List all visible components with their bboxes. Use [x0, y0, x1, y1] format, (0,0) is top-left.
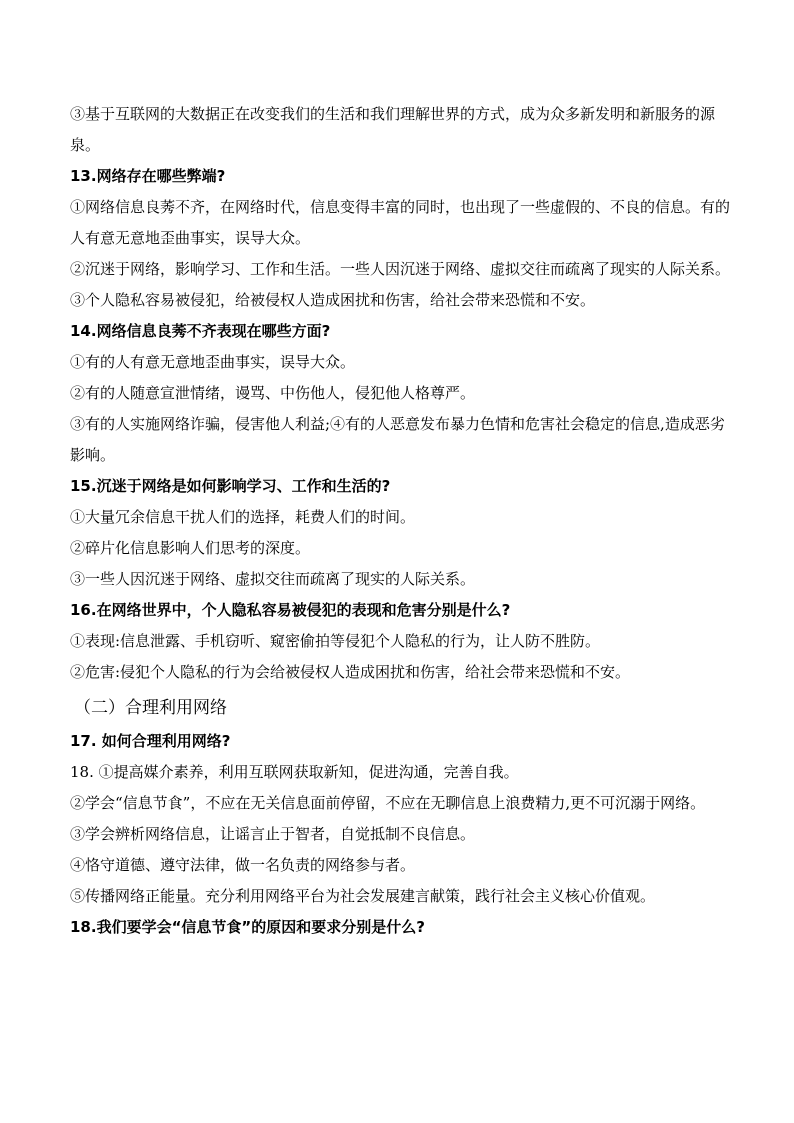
answer-14-1: ①有的人有意无意地歪曲事实，误导大众。: [70, 353, 356, 371]
answer-16-1: ①表现:信息泄露、手机窃听、窥密偷拍等侵犯个人隐私的行为，让人防不胜防。: [70, 632, 601, 650]
answer-13-2: ②沉迷于网络，影响学习、工作和生活。一些人因沉迷于网络、虚拟交往而疏离了现实的人际关系。: [70, 260, 731, 278]
question-15: 15.沉迷于网络是如何影响学习、工作和生活的?: [70, 477, 391, 495]
answer-17-3: ③学会辨析网络信息，让谣言止于智者，自觉抵制不良信息。: [70, 825, 476, 843]
answer-16-2: ②危害:侵犯个人隐私的行为会给被侵权人造成困扰和伤害，给社会带来恐慌和不安。: [70, 663, 631, 681]
answer-13-1: ①网络信息良莠不齐，在网络时代，信息变得丰富的同时，也出现了一些虚假的、不良的信息。有的人有意无意地歪曲事实，误导大众。: [70, 198, 731, 247]
question-17: 17. 如何合理利用网络?: [70, 732, 231, 750]
answer-14-2: ②有的人随意宣泄情绪，谩骂、中伤他人，侵犯他人格尊严。: [70, 384, 476, 402]
answer-17-1: 18. ①提高媒介素养，利用互联网获取新知，促进沟通，完善自我。: [70, 763, 519, 781]
question-14: 14.网络信息良莠不齐表现在哪些方面?: [70, 322, 331, 340]
answer-17-2: ②学会“信息节食”，不应在无关信息面前停留，不应在无聊信息上浪费精力,更不可沉溺于网络。: [70, 794, 706, 812]
section-heading-2: （二）合理利用网络: [74, 698, 227, 718]
question-16: 16.在网络世界中，个人隐私容易被侵犯的表现和危害分别是什么?: [70, 601, 511, 619]
answer-14-3: ③有的人实施网络诈骗，侵害他人利益;④有的人恶意发布暴力色情和危害社会稳定的信息,造成恶劣影响。: [70, 415, 725, 464]
question-18: 18.我们要学会“信息节食”的原因和要求分别是什么?: [70, 918, 425, 936]
answer-15-3: ③一些人因沉迷于网络、虚拟交往而疏离了现实的人际关系。: [70, 570, 476, 588]
question-13: 13.网络存在哪些弊端?: [70, 167, 226, 185]
para-big-data: ③基于互联网的大数据正在改变我们的生活和我们理解世界的方式，成为众多新发明和新服务的源泉。: [70, 105, 716, 154]
answer-17-5: ⑤传播网络正能量。充分利用网络平台为社会发展建言献策，践行社会主义核心价值观。: [70, 887, 656, 905]
answer-15-2: ②碎片化信息影响人们思考的深度。: [70, 539, 311, 557]
answer-15-1: ①大量冗余信息干扰人们的选择，耗费人们的时间。: [70, 508, 416, 526]
answer-13-3: ③个人隐私容易被侵犯，给被侵权人造成困扰和伤害，给社会带来恐慌和不安。: [70, 291, 596, 309]
answer-17-4: ④恪守道德、遵守法律，做一名负责的网络参与者。: [70, 856, 416, 874]
